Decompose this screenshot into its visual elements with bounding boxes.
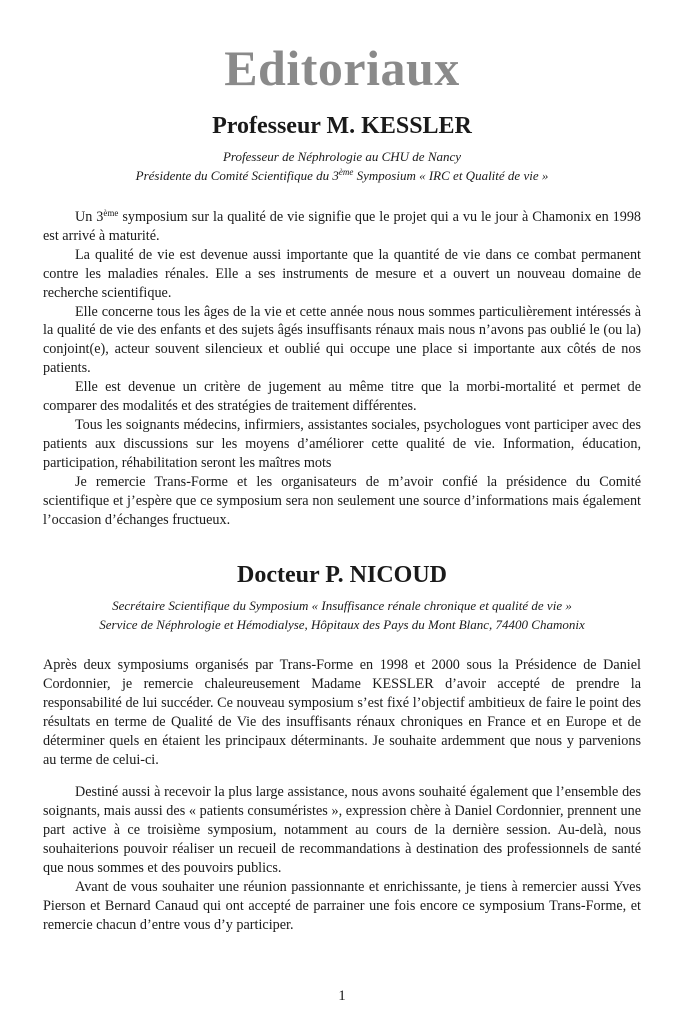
paragraph: Elle est devenue un critère de jugement au même titre que la morbi-mortalité et permet de comparer des modalités et des stratégies de traitement différentes. (43, 379, 641, 415)
paragraph: Après deux symposiums organisés par Trans-Forme en 1998 et 2000 sous la Présidence de Daniel Cordonnier, je remercie chaleureusement Madame KESSLER d’avoir accepté de prendre la responsabilité de lui succéder. Ce nouveau symposium s’est fixé l’objectif ambitieux de faire le point des résultats en terme de Qualité de Vie des insuffisants rénaux chroniques en France et en Europe et de déterminer quels en étaient les principaux déterminants. Je souhaite ardemment que nous y parvenions au terme de celui-ci. (43, 657, 641, 768)
kessler-editorial-body (43, 208, 641, 529)
page-title: Editoriaux (224, 40, 460, 96)
paragraph: Je remercie Trans-Forme et les organisateurs de m’avoir confié la présidence du Comité scientifique et j’espère que ce symposium sera non seulement une source d’informations mais également l’occasion d’échanges fructueux. (43, 473, 641, 528)
author-nicoud: Docteur P. NICOUD (237, 562, 447, 588)
affiliation-nicoud-2: Service de Néphrologie et Hémodialyse, Hôpitaux des Pays du Mont Blanc, 74400 Chamonix (99, 617, 585, 632)
paragraph: Avant de vous souhaiter une réunion passionnante et enrichissante, je tiens à remercier aussi Yves Pierson et Bernard Canaud qui ont accepté de parrainer une fois encore ce symposium Trans-Forme, et remercie chacun d’entre vous d’y participer. (43, 878, 641, 933)
author-kessler: Professeur M. KESSLER (212, 113, 472, 139)
paragraph: Destiné aussi à recevoir la plus large assistance, nous avons souhaité également que l’ensemble des soignants, mais aussi des « patients consuméristes », expression chère à Daniel Cordonnier, prennent une part active à ce troisième symposium, notamment au cours de la dernière session. Au-delà, nous souhaiterions pouvoir réaliser un recueil de recommandations à destination des professionnels de santé que nous sommes et des pouvoirs publics. (43, 784, 641, 877)
paragraph: Un 3ème symposium sur la qualité de vie signifie que le projet qui a vu le jour à Chamonix en 1998 est arrivé à maturité. (43, 208, 642, 244)
paragraph: La qualité de vie est devenue aussi importante que la quantité de vie dans ce combat permanent contre les maladies rénales. Elle a ses instruments de mesure et a ouvert un nouveau domaine de recherche scientifique. (43, 246, 641, 301)
paragraph: Tous les soignants médecins, infirmiers, assistantes sociales, psychologues vont participer avec des patients aux discussions sur les moyens d’améliorer cette qualité de vie. Information, éducation, participation, réhabilitation seront les maîtres mots (43, 416, 641, 471)
page-number: 1 (338, 988, 346, 1004)
nicoud-editorial-body (43, 656, 641, 935)
affiliation-kessler-1: Professeur de Néphrologie au CHU de Nancy (222, 149, 462, 164)
affiliation-nicoud-1: Secrétaire Scientifique du Symposium « Insuffisance rénale chronique et qualité de vie » (112, 598, 572, 613)
affiliation-kessler-2: Présidente du Comité Scientifique du 3ème Symposium « IRC et Qualité de vie » (135, 167, 549, 183)
paragraph: Elle concerne tous les âges de la vie et cette année nous nous sommes particulièrement intéressés à la qualité de vie des enfants et des sujets âgés insuffisants rénaux mais nous n’avons pas oublié le (ou la) conjoint(e), acteur souvent silencieux et oublié qui occupe une place si importante aux côtés de nos patients. (43, 303, 641, 377)
